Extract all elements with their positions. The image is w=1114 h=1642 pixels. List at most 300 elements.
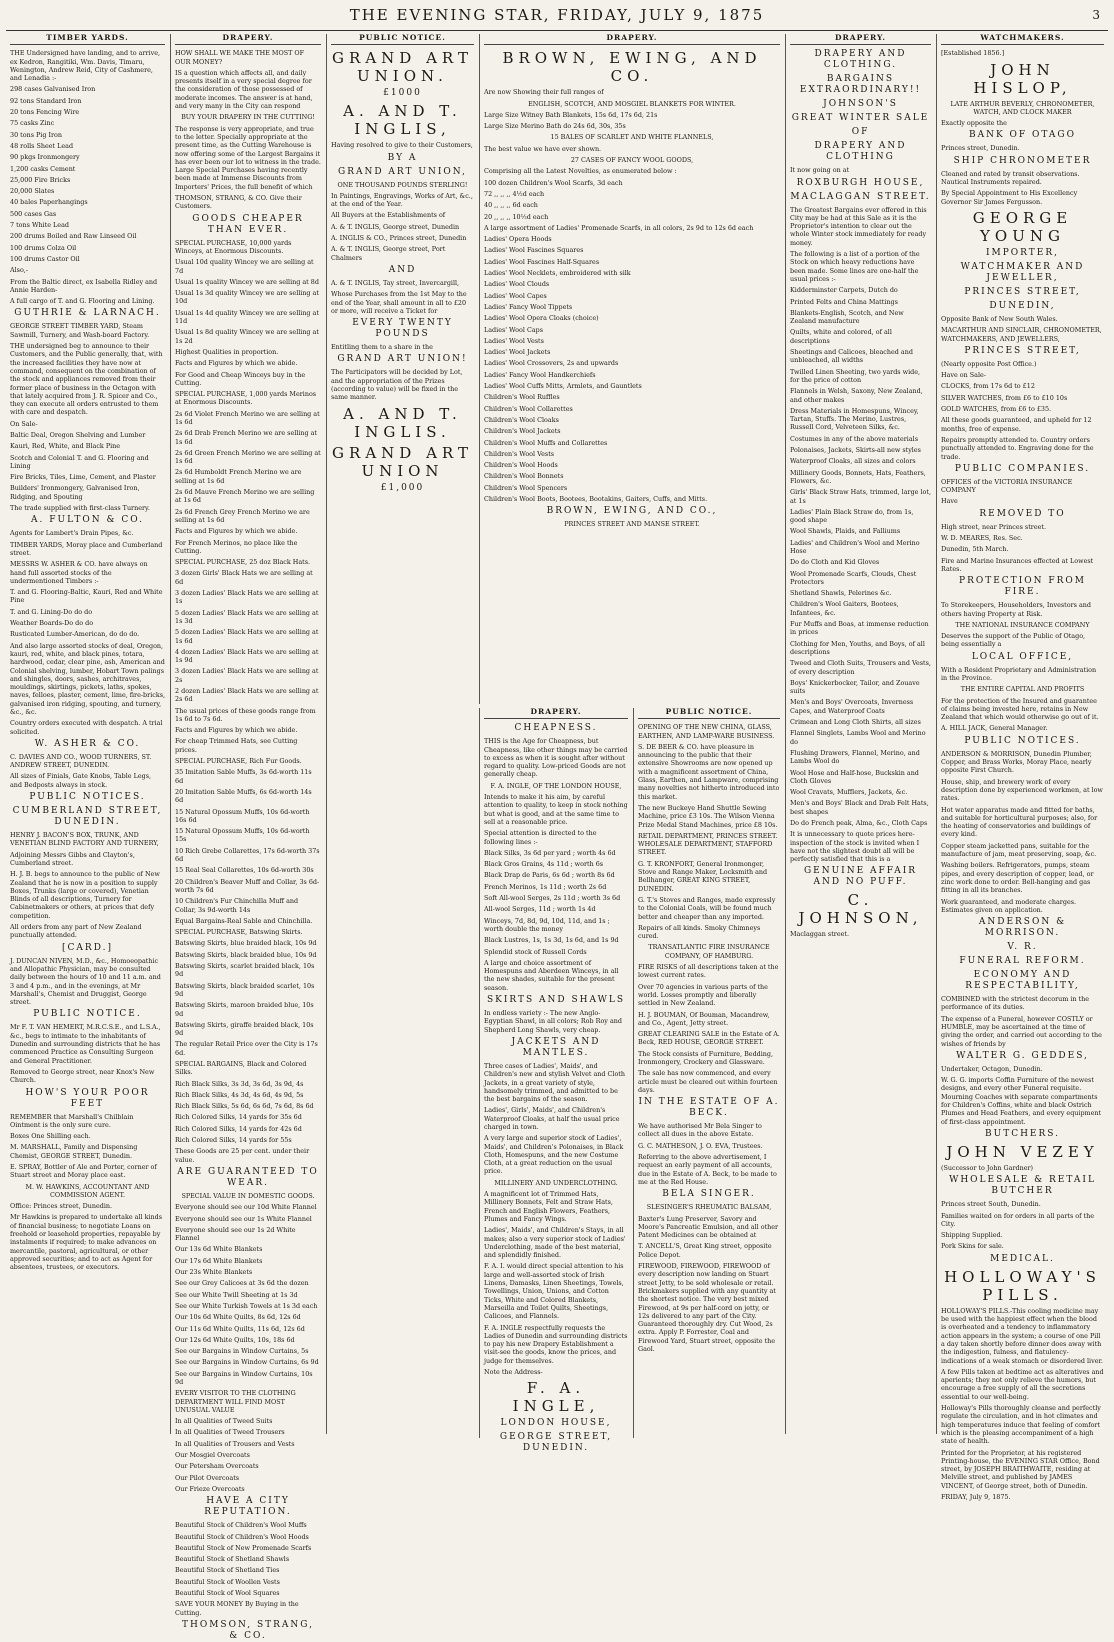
ad-text-block: Three cases of Ladies', Maids', and Children's new and stylish Velvet and Cloth Jackets, in a great variety of style, handsomely trimmed, and admitted to be the best bargains of the season.: [484, 1061, 625, 1104]
ad-text-block: SPECIAL PURCHASE, Batswing Skirts.: [175, 928, 303, 937]
ad-text-block: Children's Wool Vests: [484, 449, 555, 458]
ad-text-block: GOLD WATCHES, from £6 to £35.: [941, 405, 1052, 414]
ad-text-block: PRINCES STREET AND MANSE STREET.: [564, 520, 700, 529]
ad-text-block: Children's Wool Bonnets: [484, 472, 564, 481]
ad-text-block: [Established 1856.]: [941, 49, 1005, 58]
ad-text-block: The Stock consists of Furniture, Bedding, Ironmongery, Crockery and Glassware.: [638, 1049, 774, 1066]
ad-text-block: Ladies' Wool Jackets: [484, 348, 551, 357]
ad-text-block: Children's Wool Boots, Bootees, Bootakins, Gaiters, Cuffs, and Mitts.: [484, 494, 708, 503]
ad-text-block: 2s 6d Green French Merino we are selling at 1s 6d: [175, 448, 321, 466]
ad-text-block: HENRY J. BACON'S BOX, TRUNK, AND VENETIAN BLIND FACTORY AND TURNERY,: [10, 831, 159, 848]
ad-text-block: WATCHMAKER AND JEWELLER,: [960, 261, 1085, 283]
ad-text-block: 35 Imitation Sable Muffs, 3s 6d-worth 11s 6d: [175, 768, 312, 785]
ad-text-block: Waterproof Cloaks, all sizes and colors: [790, 457, 916, 466]
ad-text-block: Work guaranteed, and moderate charges. Estimates given on application.: [941, 897, 1077, 914]
ad-text-block: Ladies' Wool Cuffs Mitts, Armlets, and Gauntlets: [484, 382, 642, 391]
ad-text-block: ROXBURGH HOUSE,: [796, 177, 925, 188]
ad-text-block: The new Buckeye Hand Shuttle Sewing Machine, price £3 10s. The Wilson Vienna Prize Medal Stand Machines, price £8 10s.: [638, 803, 778, 829]
ad-text-block: GRAND ART UNION: [332, 443, 473, 480]
ad-text-block: Also,-: [10, 266, 28, 275]
ad-text-block: Black Silks, 3s 6d per yard ; worth 4s 6d: [484, 848, 616, 857]
ad-text-block: 2s 6d Humboldt French Merino we are selling at 1s 6d: [175, 468, 302, 485]
ad-text-block: GUTHRIE & LARNACH.: [14, 308, 161, 319]
ad-text-block: Pork Skins for sale.: [941, 1242, 1004, 1251]
ad-text-block: Facts and Figures by which we abide.: [175, 527, 298, 536]
ad-text-block: HAVE A CITY REPUTATION.: [204, 1496, 292, 1518]
ad-text-block: 25,000 Fire Bricks: [10, 175, 71, 184]
ad-text-block: The response is very appropriate, and true to the letter. Specially appropriate at the present time, as the Cutting Warehouse is now offering some of the Largest Bargains it has ever been our lot to witness in the trade. Large Special Purchases having recently been made at Immense Discounts from Importers' Prices, the full benefit of which: [175, 124, 321, 191]
column-watchmakers: [936, 33, 1108, 1501]
ad-text-block: 40 ,, ,, ,, 6d each: [484, 201, 538, 210]
ad-text-block: Repairs promptly attended to. Country orders punctually attended to. Engraving done for the trade.: [941, 435, 1094, 461]
ad-text-block: V. R.: [1007, 942, 1038, 953]
ad-text-block: COMBINED with the strictest decorum in the performance of its duties.: [941, 995, 1090, 1012]
ad-text-block: BROWN, EWING, AND CO.: [502, 49, 762, 86]
ad-text-block: Special attention is directed to the following lines :-: [484, 829, 597, 846]
ad-text-block: Facts and Figures by which we abide.: [175, 726, 298, 735]
ad-text-block: The expense of a Funeral, however COSTLY or HUMBLE, may be ascertained at the time of giving the order, and carried out according to the wishes of friends by: [941, 1014, 1102, 1048]
ad-text-block: Ladies' Wool Caps: [484, 325, 544, 334]
ad-text-block: The usual prices of these goods range from 1s 6d to 7s 6d.: [175, 706, 316, 723]
ad-text-block: Large Size Witney Bath Blankets, 15s 6d, 17s 6d, 21s: [484, 110, 658, 119]
column-header: PUBLIC NOTICE.: [638, 708, 780, 719]
ad-text-block: GRAND ART UNION,: [338, 166, 467, 177]
ad-text-block: All orders from any part of New Zealand punctually attended.: [10, 923, 142, 940]
ad-text-block: J. DUNCAN NIVEN, M.D., &c., Homoeopathic and Allopathic Physician, may be consulted daily between the hours of 10 and 11 a.m. and 3 and 4 p.m., and in the evenings, at Mr Marshall's, Chemist and Druggist, George street.: [10, 956, 161, 1007]
ad-text-block: JOHNSON'S: [823, 99, 898, 110]
ad-text-block: DRAPERY AND CLOTHING: [814, 141, 907, 163]
ad-text-block: PRINCES STREET,: [964, 345, 1081, 356]
ad-text-block: Ladies' Wool Vests: [484, 336, 544, 345]
ad-text-block: LATE ARTHUR BEVERLY, CHRONOMETER, WATCH, AND CLOCK MAKER: [950, 99, 1095, 116]
ad-text-block: Ladies' Wool Fascines Half-Squares: [484, 257, 600, 266]
ad-text-block: The following is a list of a portion of the Stock on which heavy reductions have been made. Some lines are one-half the usual prices :-: [790, 250, 920, 283]
ad-text-block: HOW SHALL WE MAKE THE MOST OF OUR MONEY?: [175, 49, 305, 66]
column-drapery-johnson: [785, 34, 935, 1434]
ad-text-block: Baltic Deal, Oregon Shelving and Lumber: [10, 430, 146, 439]
ad-text-block: GENUINE AFFAIR AND NO PUFF.: [803, 866, 918, 888]
ad-text-block: Agents for Lambert's Drain Pipes, &c.: [10, 529, 134, 538]
ad-text-block: Flushing Drawers, Flannel, Merino, and Lambs Wool do: [790, 748, 920, 766]
ad-text-block: Beautiful Stock of Wool Squares: [175, 1589, 280, 1598]
ad-text-block: ANDERSON & MORRISON, Dunedin Plumber, Copper, and Brass Works, Moray Place, nearly opposite First Church.: [941, 749, 1092, 775]
column-timber-yards: [6, 34, 169, 1434]
ad-text-block: WHOLESALE & RETAIL BUTCHER: [949, 1175, 1096, 1197]
ad-text-block: Rich Colored Silks, 14 yards for 55s: [175, 1136, 292, 1145]
ad-text-block: 72 ,, ,, ,, 4½d each: [484, 189, 545, 198]
ad-text-block: Families waited on for orders in all parts of the City.: [941, 1211, 1094, 1228]
ad-text-block: BY A: [387, 152, 418, 163]
ad-text-block: ARE GUARANTEED TO WEAR.: [177, 1166, 319, 1188]
ad-text-block: 100 dozen Children's Wool Scarfs, 3d each: [484, 178, 623, 187]
ad-text-block: GRAND ART UNION.: [332, 49, 473, 86]
ad-text-block: CUMBERLAND STREET, DUNEDIN.: [12, 806, 163, 828]
ad-text-block: FIREWOOD, FIREWOOD, FIREWOOD of every description now landing on Stuart street Jetty, to be sold wholesale or retail. Brickmakers supplied with any quantity at the shortest notice. The very best mixed Firewood, at 9s per half-cord on jetty, or 12s delivered to any part of the City. Guaranteed thoroughly dry. Cut Wood, 2s extra. Apply P. Forrester, Coal and Firewood Yard, Stuart street, opposite the Gaol.: [638, 1262, 776, 1353]
ad-text-block: Rich Colored Silks, 14 yards for 42s 6d: [175, 1124, 302, 1133]
column-header: DRAPERY.: [790, 34, 931, 45]
ad-text-block: Maclaggan street.: [790, 930, 849, 939]
ad-text-block: Shipping Supplied.: [941, 1231, 1003, 1240]
ad-text-block: House, ship, and brewery work of every description done by experienced workmen, at low rates.: [941, 777, 1103, 803]
ad-text-block: See our Bargains in Window Curtains, 6s 9d: [175, 1358, 319, 1367]
ad-text-block: 10 Rich Grebe Collarettes, 17s 6d-worth 37s 6d: [175, 846, 320, 864]
ad-text-block: Ladies', Girls', Maids', and Children's Waterproof Cloaks, at half the usual price charged in town.: [484, 1106, 620, 1131]
ad-text-block: OF: [851, 127, 870, 138]
ad-text-block: THOMSON, STRANG, & CO.: [181, 1619, 315, 1641]
ad-text-block: Ladies' Plain Black Straw do, from 1s, good shape: [790, 507, 914, 525]
ad-text-block: SKIRTS AND SHAWLS: [486, 995, 626, 1006]
ad-text-block: Quilts, white and colored, of all descriptions: [790, 328, 892, 345]
ad-text-block: Have on Sale-: [941, 371, 986, 380]
ad-text-block: 15 Natural Opossum Muffs, 10s 6d-worth 16s 6d: [175, 807, 310, 824]
ad-text-block: Crimean and Long Cloth Shirts, all sizes: [790, 718, 921, 727]
ad-text-block: 10 Children's Fur Chinchilla Muff and Collar, 3s 9d-worth 14s: [175, 897, 299, 914]
ad-text-block: Ladies' Fancy Wool Handkerchiefs: [484, 370, 596, 379]
ad-text-block: Everyone should see our 1s White Flannel: [175, 1214, 312, 1223]
ad-text-block: Copper steam jacketted pans, suitable for the manufacture of jam, meat preserving, soap, &c.: [941, 841, 1097, 859]
ad-text-block: [CARD.]: [62, 942, 113, 953]
ad-text-block: S. DE BEER & CO. have pleasure in announcing to the public that their extensive Showrooms are now opened up with a magnificent assortment of China, Glass, Earthen, and Lampware, comprising many novelties not hitherto introduced into this market.: [638, 742, 780, 801]
ad-text-block: FUNERAL REFORM.: [959, 956, 1086, 967]
ad-text-block: Children's Wool Gaiters, Bootees, Infantees, &c.: [790, 600, 899, 617]
ad-text-block: Usual 1s quality Wincey we are selling at 8d: [175, 277, 319, 286]
ad-text-block: Wool Cravats, Mufflers, Jackets, &c.: [790, 788, 908, 797]
ad-text-block: 20 Children's Beaver Muff and Collar, 3s 6d-worth 7s 6d: [175, 877, 320, 894]
ad-text-block: 200 drums Boiled and Raw Linseed Oil: [10, 232, 137, 241]
ad-text-block: Usual 1s 4d quality Wincey we are selling at 11d: [175, 308, 319, 326]
ad-text-block: Ladies' Wool Fascines Squares: [484, 246, 584, 255]
column-header: DRAPERY.: [484, 708, 628, 719]
ad-text-block: Black Lustres, 1s, 1s 3d, 1s 6d, and 1s 9d: [484, 936, 619, 945]
ad-text-block: W. G. G. imports Coffin Furniture of the newest designs, and every other Funeral requisite. Mourning Coaches with separate compartments for Children's Coffins, white and black Ostrich Plumes and Head Feathers, and every equipment of first-class appointment.: [941, 1076, 1102, 1126]
ad-text-block: THIS is the Age for Cheapness, but Cheapness, like other things may be carried to excess as when it is sought after without regard to quality. Low-priced Goods are not generally cheap.: [484, 737, 628, 779]
ad-text-block: DRAPERY AND CLOTHING.: [814, 49, 907, 71]
ad-text-block: Rich Colored Silks, 14 yards for 35s 6d: [175, 1113, 302, 1122]
ad-text-block: JOHN HISLOP,: [973, 60, 1072, 97]
ad-text-block: Kidderminster Carpets, Dutch do: [790, 286, 898, 295]
ad-text-block: Wool Shawls, Plaids, and Falliums: [790, 527, 901, 536]
ad-text-block: See our Bargains in Window Curtains, 5s: [175, 1347, 309, 1356]
ad-text-block: Rich Black Silks, 5s 6d, 6s 6d, 7s 6d, 8s 6d: [175, 1102, 314, 1111]
ad-text-block: BUTCHERS.: [985, 1128, 1060, 1139]
ad-text-block: SPECIAL VALUE IN DOMESTIC GOODS.: [181, 1191, 315, 1200]
ad-text-block: T. and G. Lining-Do do do: [10, 607, 93, 616]
ad-text-block: GEORGE YOUNG: [972, 208, 1073, 245]
ad-text-block: IS a question which affects all, and daily presents itself in a very special degree for the consideration of those possessed of moderate incomes. The answer is at hand, and very many in the City can respond: [175, 68, 313, 111]
ad-text-block: Blankets-English, Scotch, and New Zealand manufacture: [790, 308, 904, 326]
ad-text-block: Weather Boards-Do do do: [10, 619, 94, 628]
ad-text-block: 298 cases Galvanised Iron: [10, 85, 96, 94]
ad-text-block: 4 dozen Ladies' Black Hats we are selling at 1s 9d: [175, 647, 319, 665]
ad-text-block: Usual 1s 8d quality Wincey we are selling at 1s 2d: [175, 328, 319, 345]
ad-text-block: Facts and Figures by which we abide.: [175, 359, 298, 368]
ad-text-block: AND: [388, 264, 417, 275]
ad-text-block: Boys' Knickerbocker, Tailor, and Zouave suits: [790, 678, 920, 696]
ad-text-block: Tweed and Cloth Suits, Trousers and Vests, of every description: [790, 659, 931, 676]
ad-text-block: Our 12s 6d White Quilts, 10s, 18s 6d: [175, 1335, 295, 1344]
ad-text-block: A large and choice assortment of Homespuns and Aberdeen Winceys, in all the new shades, suitable for the present season.: [484, 958, 619, 992]
ad-text-block: 3 dozen Ladies' Black Hats we are selling at 1s: [175, 589, 319, 606]
ad-text-block: THE NATIONAL INSURANCE COMPANY: [955, 620, 1090, 629]
ad-text-block: HOLLOWAY'S PILLS.-This cooling medicine may be used with the happiest effect when the blood is overheated and a tendency to inflammatory action appears in the system; a course of one Pill a day taken shortly before dinner does away with the indigestion, fulness, and flatulency-indications of a weak stomach or disordered liver.: [941, 1306, 1103, 1365]
ad-text-block: RETAIL DEPARTMENT, PRINCES STREET. WHOLESALE DEPARTMENT, STAFFORD STREET.: [638, 831, 778, 857]
ad-text-block: Have: [941, 497, 958, 506]
ad-text-block: Fire Bricks, Tiles, Lime, Cement, and Plaster: [10, 473, 156, 482]
ad-text-block: W. ASHER & CO.: [34, 738, 141, 749]
ad-text-block: MACARTHUR AND SINCLAIR, CHRONOMETER, WATCHMAKERS, AND JEWELLERS,: [941, 326, 1102, 343]
ad-text-block: A. AND T. INGLIS,: [343, 102, 462, 139]
ad-text-block: High street, near Princes street.: [941, 522, 1046, 531]
ad-text-block: 15 BALES OF SCARLET AND WHITE FLANNELS,: [550, 133, 714, 142]
ad-text-block: PUBLIC NOTICES.: [29, 792, 146, 803]
ad-text-block: Ladies' Opera Hoods: [484, 235, 552, 244]
ad-text-block: 500 cases Gas: [10, 209, 57, 218]
ad-text-block: Cleaned and rated by transit observations. Nautical Instruments repaired.: [941, 169, 1080, 187]
ad-text-block: IMPORTER,: [985, 247, 1060, 258]
ad-text-block: GEORGE STREET TIMBER YARD, Steam Sawmill, Turnery, and Wash-board Factory.: [10, 322, 150, 339]
ad-text-block: Removed to George street, near Knox's New Church.: [10, 1067, 155, 1085]
ad-text-block: A full cargo of T. and G. Flooring and Lining.: [10, 297, 155, 306]
ad-text-block: To Storekeepers, Householders, Investors and others having Property at Risk.: [941, 601, 1091, 618]
ad-text-block: Kauri, Red, White, and Black Pine: [10, 442, 121, 451]
ad-text-block: Mr F. T. VAN HEMERT, M.R.C.S.E., and L.S.A., &c., begs to intimate to the inhabitants of Dunedin and surrounding districts that he has commenced Practice as Consulting Surgeon and General Practitioner.: [10, 1023, 161, 1065]
ad-text-block: SPECIAL PURCHASE, Rich Fur Goods.: [175, 757, 302, 766]
ad-text-block: SAVE YOUR MONEY By Buying in the Cutting.: [175, 1600, 299, 1617]
ad-text-block: (Nearly opposite Post Office.): [941, 359, 1037, 368]
ad-text-block: 5 dozen Ladies' Black Hats we are selling at 1s 3d: [175, 608, 319, 625]
ad-text-block: OPENING OF THE NEW CHINA, GLASS, EARTHEN, AND LAMP-WARE BUSINESS.: [638, 723, 775, 740]
ad-text-block: SPECIAL PURCHASE, 10,000 yards Winceys, at Enormous Discounts.: [175, 238, 292, 255]
ad-text-block: ANDERSON & MORRISON.: [978, 917, 1067, 939]
ad-text-block: All these goods guaranteed, and upheld for 12 months, free of expense.: [941, 416, 1092, 433]
ad-text-block: Printed Felts and China Mattings: [790, 297, 898, 306]
masthead: THE EVENING STAR, FRIDAY, JULY 9, 1875: [349, 6, 765, 24]
ad-text-block: Over 70 agencies in various parts of the world. Losses promptly and liberally settled in New Zealand.: [638, 982, 768, 1008]
ad-text-block: Millinery Goods, Bonnets, Hats, Feathers, Flowers, &c.: [790, 468, 926, 485]
ad-text-block: Black Gros Grains, 4s 11d ; worth 6s: [484, 860, 604, 869]
ad-text-block: Our 11s 6d White Quilts, 11s 6d, 12s 6d: [175, 1324, 305, 1333]
ad-text-block: GRAND ART UNION!: [337, 354, 468, 365]
ad-text-block: And also large assorted stocks of deal, Oregon, kauri, red, white, and black pines, totara, hardwood, cedar, clear pine, ash, American and Colonial shelving, lumber, Hobart Town palings and shingles, doors, sashes, architraves, mouldings, skirtings, pickets, laths, spokes, naves, felloes, plaster, cement, lime, fire-bricks, galvanised iron ridging, spouting, and turnery, &c., &c.: [10, 641, 166, 716]
ad-text-block: LONDON HOUSE,: [500, 1418, 612, 1429]
ad-text-block: A. & T. INGLIS, Tay street, Invercargill,: [331, 278, 460, 287]
ad-text-block: 5 dozen Ladies' Black Hats we are selling at 1s 6d: [175, 628, 319, 645]
ad-text-block: Our 10s 6d White Quilts, 8s 6d, 12s 6d: [175, 1313, 301, 1322]
ad-text-block: PRINCES STREET,: [964, 286, 1081, 297]
ad-text-block: A. FULTON & CO.: [31, 515, 144, 526]
ad-text-block: (Successor to John Gardner): [941, 1163, 1034, 1172]
ad-text-block: It now going on at: [790, 166, 850, 175]
ad-text-block: Everyone should see our 10d White Flannel: [175, 1203, 317, 1212]
ad-text-block: CLOCKS, from 17s 6d to £12: [941, 382, 1035, 391]
column-public-notice-art-union: [326, 34, 478, 1434]
ad-text-block: Do do French peak, Alma, &c., Cloth Caps: [790, 819, 928, 827]
ad-text-block: Boxes One Shilling each.: [10, 1132, 91, 1141]
ad-text-block: Batswing Skirts, black braided blue, 10s 9d: [175, 950, 317, 959]
ad-text-block: F. A. INGLE, OF THE LONDON HOUSE,: [490, 781, 622, 790]
ad-text-block: Dress Materials in Homespuns, Wincey, Tartan, Stuffs. The Merino, Lustres, Russell Cord, Velveteen Silks, &c.: [790, 406, 919, 432]
ad-text-block: Printed for the Proprietor, at his registered Printing-house, the EVENING STAR Office, Bond street, by JOSEPH BRAITHWAITE, residing at Melville street, and published by JAMES VINCENT, of George street, both of Dunedin.: [941, 1448, 1100, 1490]
ad-text-block: Beautiful Stock of Shetland Ties: [175, 1566, 280, 1575]
ad-text-block: A very large and superior stock of Ladies', Maids', and Children's Polonaises, in Black Cloth, Homespuns, and the new Costume Cloth, at a great reduction on the usual price.: [484, 1134, 624, 1176]
ad-text-block: On Sale-: [10, 419, 38, 428]
ad-text-block: In Paintings, Engravings, Works of Art, &c., at the end of the Year.: [331, 191, 473, 209]
ad-text-block: All sizes of Finials, Gate Knobs, Table Legs, and Bedposts always in stock.: [10, 772, 152, 789]
ad-text-block: ECONOMY AND RESPECTABILITY,: [965, 970, 1080, 992]
ad-text-block: A. & T. INGLIS, George street, Port Chalmers: [331, 245, 446, 262]
ad-text-block: Beautiful Stock of Children's Wool Muffs: [175, 1521, 307, 1530]
ad-text-block: A. & T. INGLIS, George street, Dunedin: [331, 222, 460, 231]
ad-text-block: Children's Wool Hoods: [484, 461, 558, 470]
ad-text-block: The Participators will be decided by Lot, and the appropriation of the Prizes (according to value) will be fixed in the same manner.: [331, 368, 463, 402]
ad-text-block: For Good and Cheap Winceys buy in the Cutting.: [175, 370, 306, 387]
ad-text-block: For French Merinos, no place like the Cutting.: [175, 538, 298, 555]
ad-text-block: Girls' Black Straw Hats, trimmed, large lot, at 1s: [790, 488, 931, 505]
ad-text-block: 20,000 Slates: [10, 187, 55, 196]
ad-text-block: Batswing Skirts, maroon braided blue, 10s 9d: [175, 1001, 314, 1018]
column-drapery-thomson-strang: [170, 33, 325, 1641]
ad-text-block: 2 dozen Ladies' Black Hats we are selling at 2s 6d: [175, 687, 319, 704]
ad-text-block: IN THE ESTATE OF A. BECK.: [638, 1097, 780, 1119]
ad-text-block: See our Grey Calicoes at 3s 6d the dozen: [175, 1279, 309, 1288]
ad-text-block: The Greatest Bargains ever offered in this City may be had at this Sale as it is the Proprietor's intention to clear out the whole Winter stock immediately for ready money.: [790, 205, 927, 247]
ad-text-block: F. A. INGLE,: [512, 1379, 600, 1416]
ad-text-block: T. ANCELL'S, Great King street, opposite Police Depot.: [638, 1242, 772, 1259]
ad-text-block: E. SPRAY, Bottler of Ale and Porter, corner of Stuart street and Moray place east.: [10, 1162, 157, 1180]
column-header: TIMBER YARDS.: [10, 34, 165, 45]
ad-text-block: 48 rolls Sheet Lead: [10, 141, 74, 150]
ad-text-block: Dunedin, 5th March.: [941, 545, 1009, 554]
ad-text-block: The trade supplied with first-class Turnery.: [10, 504, 150, 513]
ad-text-block: BARGAINS EXTRAORDINARY!!: [799, 74, 922, 96]
ad-text-block: Twilled Linen Sheeting, two yards wide, for the price of cotton: [790, 367, 921, 384]
ad-text-block: See our White Turkish Towels at 1s 3d each: [175, 1301, 318, 1310]
ad-text-block: M. W. HAWKINS, ACCOUNTANT AND COMMISSION AGENT.: [25, 1182, 150, 1199]
ad-text-block: Intends to make it his aim, by careful attention to quality, to keep in stock nothing but what is good, and at the same time to sell at a reasonable price.: [484, 793, 628, 826]
ad-text-block: GEORGE STREET, DUNEDIN.: [499, 1432, 613, 1454]
ad-text-block: 30 tons Pig Iron: [10, 130, 63, 139]
ad-text-block: Ladies' Wool Capes: [484, 291, 547, 300]
ad-text-block: A. INGLIS & CO., Princes street, Dunedin: [331, 234, 467, 243]
ad-text-block: BUY YOUR DRAPERY IN THE CUTTING!: [181, 113, 315, 122]
column-drapery-brown-ewing: [479, 34, 784, 704]
ad-text-block: 100 drums Castor Oil: [10, 254, 80, 263]
ad-text-block: 1,200 casks Cement: [10, 164, 76, 173]
ad-text-block: Ladies' Wool Opera Cloaks (choice): [484, 314, 599, 323]
ad-text-block: GOODS CHEAPER THAN EVER.: [192, 213, 304, 235]
ad-text-block: A large assortment of Ladies' Promenade Scarfs, in all colors, 2s 9d to 12s 6d each: [484, 223, 754, 232]
ad-text-block: Rusticated Lumber-American, do do do.: [10, 630, 140, 639]
ad-text-block: Princes street South, Dunedin.: [941, 1200, 1041, 1209]
ad-text-block: Note the Address-: [484, 1368, 543, 1376]
ad-text-block: In all Qualities of Trousers and Vests: [175, 1439, 295, 1448]
ad-text-block: 2s 6d Mauve French Merino we are selling at 1s 6d: [175, 488, 315, 505]
ad-text-block: W. D. MEARES, Res. Sec.: [941, 534, 1023, 543]
ad-text-block: Ladies' Wool Crossovers, 2s and upwards: [484, 359, 619, 368]
ad-text-block: Beautiful Stock of New Promenade Scarfs: [175, 1543, 312, 1552]
ad-text-block: Black Drap de Paris, 6s 6d ; worth 8s 6d: [484, 871, 615, 880]
ad-text-block: Ladies', Maids', and Children's Stays, in all makes; also a very superior stock of Ladies' Underclothing, made of the best material, and splendidly finished.: [484, 1226, 626, 1260]
ad-text-block: Wool Hose and Half-hose, Buckskin and Cloth Gloves: [790, 768, 919, 785]
ad-text-block: WALTER G. GEDDES,: [956, 1050, 1089, 1061]
ad-text-block: THE ENTIRE CAPITAL AND PROFITS: [960, 685, 1085, 694]
ad-text-block: THE undersigned beg to announce to their Customers, and the Public generally, that, with the increased facilities they have now at command, consequent on the combination of the stock and appliances removed from their former place of business in the Octagon with that lately acquired from J. R. Spicer and Co., they can execute all orders entrusted to them with care and despatch.: [10, 342, 163, 417]
ad-text-block: All-wool Serges, 11d ; worth 1s 4d: [484, 905, 596, 914]
ad-text-block: EVERY TWENTY POUNDS: [352, 318, 453, 340]
ad-text-block: Our Mosgiel Overcoats: [175, 1451, 250, 1460]
ad-text-block: 92 tons Standard Iron: [10, 96, 82, 105]
ad-text-block: With a Resident Proprietary and Administration in the Province.: [941, 665, 1097, 682]
ad-text-block: In all Qualities of Tweed Suits: [175, 1417, 273, 1426]
ad-text-block: SHIP CHRONOMETER: [953, 155, 1092, 166]
ad-text-block: Are now Showing their full ranges of: [484, 88, 604, 97]
ad-text-block: PUBLIC COMPANIES.: [954, 463, 1091, 474]
ad-text-block: Beautiful Stock of Woollen Vests: [175, 1577, 280, 1586]
ad-text-block: A. AND T. INGLIS.: [343, 404, 462, 441]
ad-text-block: PUBLIC NOTICES.: [964, 735, 1081, 746]
ad-text-block: Entitling them to a share in the: [331, 343, 433, 352]
ad-text-block: Fire and Marine Insurances effected at Lowest Rates.: [941, 556, 1094, 573]
ad-text-block: SPECIAL PURCHASE, 1,000 yards Merinos at Enormous Discounts.: [175, 390, 317, 407]
ad-text-block: Whose Purchases from the 1st May to the end of the Year, shall amount in all to £20 or more, will receive a Ticket for: [331, 290, 467, 315]
ad-text-block: SPECIAL BARGAINS, Black and Colored Silks.: [175, 1059, 307, 1077]
ad-text-block: Scotch and Colonial T. and G. Flooring and Lining: [10, 453, 149, 470]
ad-text-block: The sale has now commenced, and every article must be cleared out within fourteen days.: [638, 1069, 778, 1094]
ad-text-block: SLESINGER'S RHEUMATIC BALSAM,: [646, 1203, 772, 1212]
ad-text-block: Children's Wool Muffs and Collarettes: [484, 438, 608, 447]
ad-text-block: 15 Real Seal Collarettes, 10s 6d-worth 30s: [175, 866, 314, 875]
ad-text-block: Fur Muffs and Boas, at immense reduction in prices: [790, 620, 929, 637]
ad-text-block: Rich Black Silks, 3s 3d, 3s 6d, 3s 9d, 4s: [175, 1079, 304, 1088]
ad-text-block: THE Undersigned have landing, and to arrive, ex Kedron, Rangitiki, Wm. Davis, Timaru, Wenington, Andrew Reid, City of Cashmere, and Lenadia :-: [10, 49, 161, 83]
ad-text-block: Children's Wool Spencers: [484, 483, 568, 492]
ad-text-block: Flannels in Welsh, Saxony, New Zealand, and other makes: [790, 387, 923, 404]
ad-text-block: The best value we have ever shown.: [484, 144, 602, 153]
ad-text-block: Our 23s White Blankets: [175, 1268, 253, 1277]
ad-text-block: PROTECTION FROM FIRE.: [959, 576, 1086, 598]
ad-text-block: 90 pkgs Ironmongery: [10, 153, 80, 162]
ad-text-block: 20 tons Fencing Wire: [10, 108, 80, 117]
ad-text-block: G. T. KRONFORT, General Ironmonger, Stove and Range Maker, Locksmith and Bellhanger, GREAT KING STREET, DUNEDIN.: [638, 859, 768, 893]
ad-text-block: For the protection of the Insured and guarantee of claims being invested here, retains in New Zealand that which would otherwise go out of it.: [941, 696, 1099, 722]
ad-text-block: Country orders executed with despatch. A trial solicited.: [10, 719, 163, 736]
ad-text-block: FIRE RISKS of all descriptions taken at the lowest current rates.: [638, 963, 779, 980]
ad-text-block: Our Pilot Overcoats: [175, 1473, 240, 1482]
ad-text-block: Winceys, 7d, 8d, 9d, 10d, 11d, and 1s ; worth double the money: [484, 916, 610, 933]
ad-text-block: GREAT WINTER SALE: [791, 113, 930, 124]
ad-text-block: BROWN, EWING, AND CO.,: [546, 506, 718, 517]
ad-text-block: Our Frieze Overcoats: [175, 1484, 245, 1493]
ad-text-block: Opposite Bank of New South Wales.: [941, 314, 1058, 323]
ad-text-block: FRIDAY, July 9, 1875.: [941, 1492, 1011, 1501]
ad-text-block: Referring to the above advertisement, I request an early payment of all accounts, due in the Estate of A. Beck, to be made to me at the Red House.: [638, 1153, 777, 1186]
ad-text-block: BANK OF OTAGO: [968, 130, 1076, 141]
ad-text-block: H. J. BOUMAN, Of Bouman, Macandrew, and Co., Agent, Jetty street.: [638, 1010, 770, 1027]
ad-text-block: MACLAGGAN STREET.: [790, 191, 931, 202]
ad-text-block: See our White Twill Sheeting at 1s 3d: [175, 1290, 298, 1299]
ad-text-block: 15 Natural Opossum Muffs, 10s 6d-worth 15s: [175, 827, 310, 844]
ad-text-block: French Merinos, 1s 11d ; worth 2s 6d: [484, 882, 607, 891]
ad-text-block: Mr Hawkins is prepared to undertake all kinds of financial business; to negotiate Loans on freehold or leasehold properties, repayable by instalments if required; to make advances on mercantile, pastoral, agricultural, or other approved securities; and to act as Agent for absentees, trustees, or executors.: [10, 1213, 162, 1272]
ad-text-block: C. DAVIES AND CO., WOOD TURNERS, ST. ANDREW STREET, DUNEDIN.: [10, 752, 152, 770]
ad-text-block: See our Bargains in Window Curtains, 10s 9d: [175, 1369, 313, 1386]
ad-text-block: A. HILL JACK, General Manager.: [941, 724, 1048, 733]
ad-text-block: HOW'S YOUR POOR FEET: [25, 1087, 150, 1109]
ad-text-block: Sheetings and Calicoes, bleached and unbleached, all widths: [790, 348, 913, 365]
column-header: DRAPERY.: [175, 34, 321, 45]
ad-text-block: Splendid stock of Russell Cords: [484, 947, 587, 956]
ad-text-block: EVERY VISITOR TO THE CLOTHING DEPARTMENT WILL FIND MOST UNUSUAL VALUE: [175, 1389, 296, 1414]
